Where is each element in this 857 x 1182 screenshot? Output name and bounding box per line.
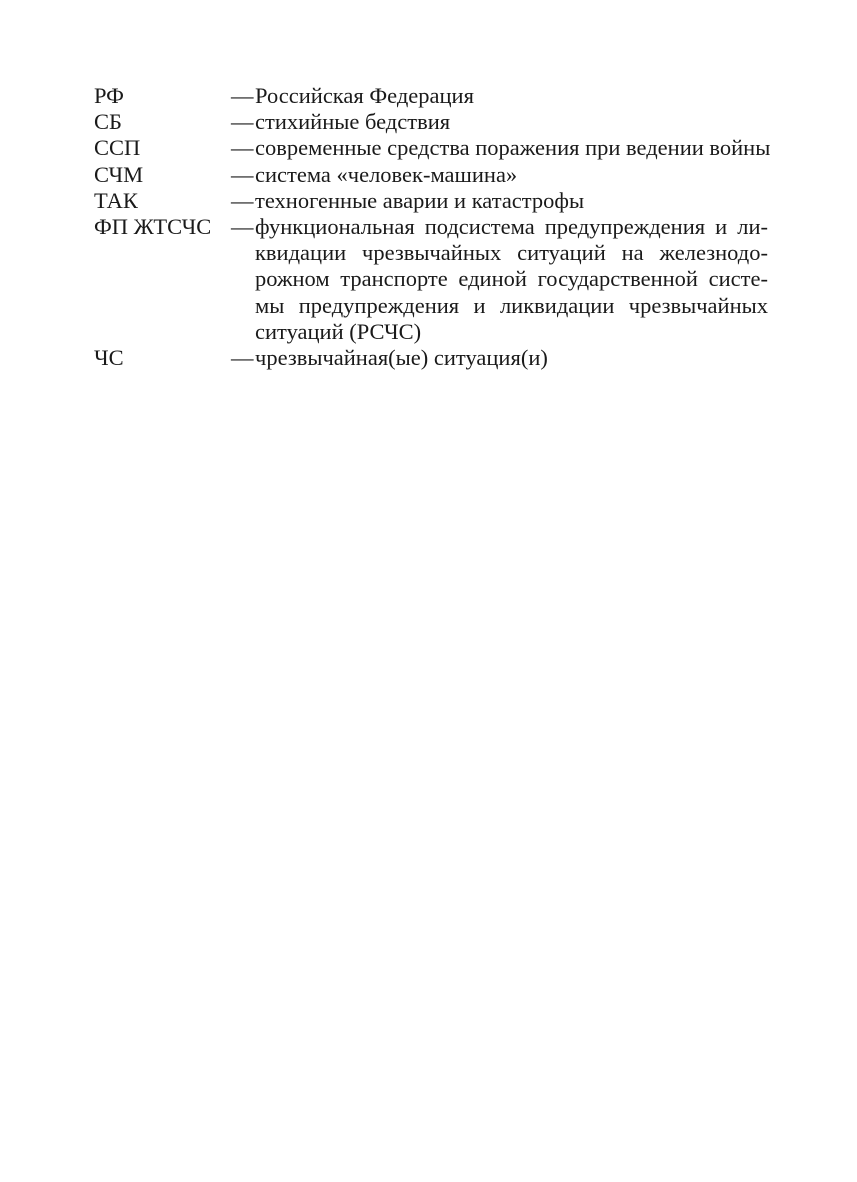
abbreviation-term: ЧС	[94, 345, 124, 371]
abbreviation-definition: система «человек-машина»	[255, 161, 518, 187]
abbreviation-entry	[94, 345, 768, 371]
definition-dash: —	[231, 83, 254, 108]
abbreviation-entry	[94, 135, 771, 161]
definition-dash: —	[231, 109, 254, 135]
abbreviation-term: ФП ЖТСЧС	[94, 214, 212, 240]
abbreviation-term: РФ	[94, 83, 124, 108]
abbreviation-entry	[94, 109, 768, 135]
abbreviation-term: СЧМ	[94, 161, 144, 187]
abbreviation-list	[94, 83, 771, 371]
definition-dash: —	[231, 161, 254, 187]
abbreviation-entry	[94, 188, 768, 214]
abbreviation-entry	[94, 214, 768, 345]
definition-dash: —	[231, 187, 254, 213]
abbreviation-term: ТАК	[94, 187, 138, 213]
abbreviation-definition: функциональная подсистема предупреждения и ликвидации чрезвычайных ситуаций на железнодорожном транспорте единой государственной системы предупреждения и ликвидации чрезвычайных ситуаций (РСЧС)	[255, 214, 768, 344]
abbreviation-definition: стихийные бедствия	[255, 109, 451, 135]
definition-dash: —	[231, 345, 254, 371]
abbreviation-entry	[94, 83, 768, 109]
abbreviation-entry	[94, 162, 768, 188]
definition-dash: —	[231, 214, 254, 240]
abbreviation-term: ССП	[94, 135, 141, 161]
definition-dash: —	[231, 135, 254, 161]
abbreviation-term: СБ	[94, 109, 122, 135]
abbreviation-definition: современные средства поражения при ведении войны	[255, 135, 771, 161]
abbreviation-definition: чрезвычайная(ые) ситуация(и)	[255, 345, 548, 371]
abbreviation-definition: Российская Федерация	[255, 83, 474, 108]
abbreviation-definition: техногенные аварии и катастрофы	[255, 187, 585, 213]
